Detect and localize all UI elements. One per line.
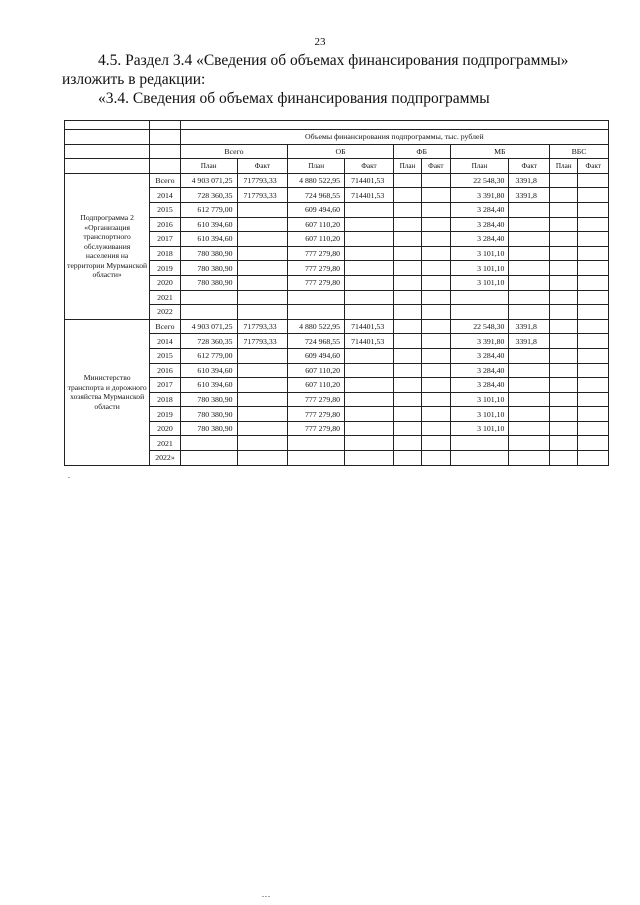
fb-fakt-cell (422, 232, 450, 247)
year-cell: 2022» (150, 451, 180, 466)
mb-plan-cell: 3 284,40 (450, 378, 509, 393)
mb-plan-cell: 3 101,10 (450, 261, 509, 276)
mb-plan-cell: 3 101,10 (450, 421, 509, 436)
mb-plan-cell: 3 391,80 (450, 188, 509, 203)
vbs-fakt-cell (578, 275, 609, 290)
sub-header-plan: План (450, 159, 509, 174)
vbs-plan-cell (550, 173, 578, 188)
fb-fakt-cell (422, 173, 450, 188)
vsego-plan-cell: 728 360,35 (180, 188, 237, 203)
vbs-fakt-cell (578, 421, 609, 436)
fb-fakt-cell (422, 407, 450, 422)
vsego-fakt-cell (237, 202, 288, 217)
vsego-plan-cell: 610 394,60 (180, 217, 237, 232)
amendment-paragraph: 4.5. Раздел 3.4 «Сведения об объемах финансирования подпрограммы» (98, 52, 569, 69)
bottom-mark: ... (262, 890, 271, 899)
ob-plan-cell (288, 436, 345, 451)
vsego-plan-cell: 780 380,90 (180, 275, 237, 290)
ob-fakt-cell: 714401,53 (345, 319, 394, 334)
vsego-fakt-cell (237, 378, 288, 393)
mb-plan-cell: 3 101,10 (450, 275, 509, 290)
vsego-fakt-cell (237, 290, 288, 305)
vbs-plan-cell (550, 421, 578, 436)
ob-fakt-cell (345, 202, 394, 217)
year-cell: 2015 (150, 202, 180, 217)
ob-plan-cell: 777 279,80 (288, 246, 345, 261)
financing-table (64, 120, 609, 466)
ob-plan-cell: 607 110,20 (288, 378, 345, 393)
fb-plan-cell (393, 407, 421, 422)
vsego-plan-cell: 4 903 071,25 (180, 319, 237, 334)
vbs-plan-cell (550, 436, 578, 451)
fb-fakt-cell (422, 319, 450, 334)
vbs-fakt-cell (578, 246, 609, 261)
year-cell: 2014 (150, 188, 180, 203)
section-heading: «3.4. Сведения об объемах финансирования подпрограммы (98, 90, 490, 107)
year-cell: 2017 (150, 378, 180, 393)
ob-fakt-cell (345, 290, 394, 305)
vsego-plan-cell: 780 380,90 (180, 261, 237, 276)
table-header-title: Объемы финансирования подпрограммы, тыс. рублей (180, 130, 608, 145)
vbs-plan-cell (550, 334, 578, 349)
fb-fakt-cell (422, 275, 450, 290)
vsego-fakt-cell (237, 217, 288, 232)
year-cell: 2016 (150, 217, 180, 232)
ob-plan-cell: 777 279,80 (288, 261, 345, 276)
sub-header-plan: План (550, 159, 578, 174)
vbs-fakt-cell (578, 217, 609, 232)
vbs-plan-cell (550, 202, 578, 217)
ob-fakt-cell (345, 421, 394, 436)
mb-plan-cell: 3 101,10 (450, 246, 509, 261)
ob-fakt-cell (345, 305, 394, 320)
year-cell: 2015 (150, 348, 180, 363)
vsego-fakt-cell (237, 363, 288, 378)
fb-plan-cell (393, 232, 421, 247)
vbs-fakt-cell (578, 188, 609, 203)
vbs-plan-cell (550, 261, 578, 276)
sub-header-fakt: Факт (345, 159, 394, 174)
ob-plan-cell: 4 880 522,95 (288, 319, 345, 334)
mb-fakt-cell (509, 261, 550, 276)
vsego-plan-cell: 610 394,60 (180, 232, 237, 247)
mb-plan-cell (450, 305, 509, 320)
group-header-vbs: ВБС (550, 144, 609, 159)
vsego-plan-cell (180, 451, 237, 466)
fb-plan-cell (393, 319, 421, 334)
vsego-plan-cell: 610 394,60 (180, 363, 237, 378)
vbs-plan-cell (550, 319, 578, 334)
vbs-fakt-cell (578, 363, 609, 378)
fb-fakt-cell (422, 436, 450, 451)
group-header-fb: ФБ (393, 144, 450, 159)
mb-plan-cell: 3 284,40 (450, 202, 509, 217)
vbs-fakt-cell (578, 334, 609, 349)
ob-plan-cell: 724 968,55 (288, 188, 345, 203)
ob-fakt-cell: 714401,53 (345, 173, 394, 188)
year-cell: 2022 (150, 305, 180, 320)
fb-fakt-cell (422, 348, 450, 363)
ob-plan-cell: 609 494,60 (288, 348, 345, 363)
fb-plan-cell (393, 173, 421, 188)
sub-header-fakt: Факт (509, 159, 550, 174)
vsego-fakt-cell (237, 348, 288, 363)
sub-header-plan: План (180, 159, 237, 174)
group-header-vsego: Всего (180, 144, 288, 159)
mb-fakt-cell: 3391,8 (509, 334, 550, 349)
year-cell: 2016 (150, 363, 180, 378)
mb-plan-cell: 3 284,40 (450, 348, 509, 363)
year-cell: 2017 (150, 232, 180, 247)
fb-plan-cell (393, 202, 421, 217)
vbs-plan-cell (550, 451, 578, 466)
fb-fakt-cell (422, 217, 450, 232)
fb-plan-cell (393, 188, 421, 203)
fb-plan-cell (393, 290, 421, 305)
fb-fakt-cell (422, 305, 450, 320)
vbs-fakt-cell (578, 392, 609, 407)
vsego-fakt-cell (237, 305, 288, 320)
ob-fakt-cell (345, 436, 394, 451)
vsego-plan-cell: 780 380,90 (180, 246, 237, 261)
vsego-fakt-cell (237, 261, 288, 276)
vsego-plan-cell (180, 305, 237, 320)
mb-fakt-cell (509, 348, 550, 363)
vsego-fakt-cell (237, 246, 288, 261)
vsego-plan-cell (180, 290, 237, 305)
vbs-fakt-cell (578, 290, 609, 305)
year-cell: 2020 (150, 421, 180, 436)
ob-plan-cell: 777 279,80 (288, 421, 345, 436)
vsego-plan-cell: 780 380,90 (180, 421, 237, 436)
fb-fakt-cell (422, 334, 450, 349)
mb-fakt-cell (509, 363, 550, 378)
ob-plan-cell: 777 279,80 (288, 275, 345, 290)
vbs-plan-cell (550, 217, 578, 232)
year-cell: 2021 (150, 290, 180, 305)
mb-plan-cell: 3 101,10 (450, 392, 509, 407)
ob-fakt-cell (345, 217, 394, 232)
fb-plan-cell (393, 305, 421, 320)
fb-fakt-cell (422, 451, 450, 466)
ob-plan-cell: 607 110,20 (288, 217, 345, 232)
sub-header-fakt: Факт (237, 159, 288, 174)
fb-fakt-cell (422, 290, 450, 305)
vsego-fakt-cell (237, 451, 288, 466)
mb-fakt-cell (509, 392, 550, 407)
sub-header-fakt: Факт (422, 159, 450, 174)
vbs-fakt-cell (578, 319, 609, 334)
fb-plan-cell (393, 421, 421, 436)
ob-fakt-cell (345, 261, 394, 276)
year-cell: 2018 (150, 246, 180, 261)
mb-fakt-cell (509, 275, 550, 290)
ob-plan-cell: 4 880 522,95 (288, 173, 345, 188)
vsego-plan-cell (180, 436, 237, 451)
vsego-fakt-cell (237, 421, 288, 436)
vbs-fakt-cell (578, 348, 609, 363)
mb-fakt-cell (509, 246, 550, 261)
mb-fakt-cell (509, 217, 550, 232)
table-row (65, 173, 609, 188)
vbs-fakt-cell (578, 407, 609, 422)
ob-plan-cell (288, 451, 345, 466)
vbs-plan-cell (550, 305, 578, 320)
vbs-plan-cell (550, 290, 578, 305)
vsego-fakt-cell: 717793,33 (237, 188, 288, 203)
year-cell: 2018 (150, 392, 180, 407)
mb-plan-cell: 3 391,80 (450, 334, 509, 349)
vsego-fakt-cell (237, 392, 288, 407)
vbs-plan-cell (550, 363, 578, 378)
group-header-ob: ОБ (288, 144, 394, 159)
mb-fakt-cell: 3391,8 (509, 319, 550, 334)
page-number: 23 (314, 36, 326, 48)
vbs-plan-cell (550, 246, 578, 261)
vbs-plan-cell (550, 348, 578, 363)
fb-plan-cell (393, 261, 421, 276)
fb-fakt-cell (422, 261, 450, 276)
ob-fakt-cell: 714401,53 (345, 334, 394, 349)
mb-fakt-cell (509, 305, 550, 320)
vsego-fakt-cell: 717793,33 (237, 319, 288, 334)
ob-fakt-cell (345, 378, 394, 393)
ob-plan-cell: 609 494,60 (288, 202, 345, 217)
fb-plan-cell (393, 275, 421, 290)
vbs-plan-cell (550, 232, 578, 247)
vsego-plan-cell: 612 779,00 (180, 202, 237, 217)
fb-plan-cell (393, 348, 421, 363)
vsego-fakt-cell (237, 407, 288, 422)
vbs-plan-cell (550, 188, 578, 203)
vbs-fakt-cell (578, 436, 609, 451)
vbs-fakt-cell (578, 451, 609, 466)
year-cell: 2021 (150, 436, 180, 451)
mb-fakt-cell (509, 232, 550, 247)
vbs-fakt-cell (578, 173, 609, 188)
year-cell: 2019 (150, 261, 180, 276)
mb-fakt-cell: 3391,8 (509, 173, 550, 188)
ob-fakt-cell (345, 363, 394, 378)
mb-fakt-cell (509, 421, 550, 436)
vsego-fakt-cell: 717793,33 (237, 334, 288, 349)
mb-fakt-cell: 3391,8 (509, 188, 550, 203)
mb-fakt-cell (509, 451, 550, 466)
ob-plan-cell: 607 110,20 (288, 363, 345, 378)
fb-plan-cell (393, 334, 421, 349)
year-cell: 2020 (150, 275, 180, 290)
year-cell: 2014 (150, 334, 180, 349)
vbs-fakt-cell (578, 261, 609, 276)
ob-plan-cell: 724 968,55 (288, 334, 345, 349)
vsego-plan-cell: 780 380,90 (180, 392, 237, 407)
fb-fakt-cell (422, 421, 450, 436)
ob-plan-cell (288, 305, 345, 320)
mb-plan-cell (450, 290, 509, 305)
group-header-mb: МБ (450, 144, 549, 159)
fb-plan-cell (393, 392, 421, 407)
mb-plan-cell: 3 101,10 (450, 407, 509, 422)
ob-fakt-cell (345, 232, 394, 247)
ob-fakt-cell (345, 451, 394, 466)
vbs-plan-cell (550, 392, 578, 407)
program-name-cell: Министерство транспорта и дорожного хозяйства Мурманской области (65, 319, 150, 465)
amendment-paragraph-continuation: изложить в редакции: (62, 71, 206, 88)
mb-fakt-cell (509, 436, 550, 451)
vsego-plan-cell: 610 394,60 (180, 378, 237, 393)
fb-fakt-cell (422, 202, 450, 217)
stray-dot: . (68, 471, 70, 480)
mb-plan-cell: 3 284,40 (450, 232, 509, 247)
vbs-fakt-cell (578, 378, 609, 393)
vsego-plan-cell: 4 903 071,25 (180, 173, 237, 188)
vsego-fakt-cell (237, 436, 288, 451)
ob-fakt-cell (345, 392, 394, 407)
sub-header-fakt: Факт (578, 159, 609, 174)
ob-fakt-cell (345, 407, 394, 422)
year-cell: Всего (150, 319, 180, 334)
ob-plan-cell: 777 279,80 (288, 392, 345, 407)
mb-plan-cell: 22 548,30 (450, 319, 509, 334)
fb-fakt-cell (422, 363, 450, 378)
ob-plan-cell: 777 279,80 (288, 407, 345, 422)
ob-fakt-cell (345, 246, 394, 261)
fb-plan-cell (393, 378, 421, 393)
vsego-fakt-cell (237, 275, 288, 290)
program-name-cell: Подпрограмма 2 «Организация транспортного обслуживания населения на территории Мурманской области» (65, 173, 150, 319)
mb-fakt-cell (509, 407, 550, 422)
mb-fakt-cell (509, 378, 550, 393)
vbs-plan-cell (550, 378, 578, 393)
fb-fakt-cell (422, 378, 450, 393)
vsego-plan-cell: 728 360,35 (180, 334, 237, 349)
vbs-plan-cell (550, 407, 578, 422)
table-body (65, 173, 609, 465)
ob-fakt-cell: 714401,53 (345, 188, 394, 203)
fb-fakt-cell (422, 188, 450, 203)
sub-header-plan: План (393, 159, 421, 174)
ob-fakt-cell (345, 348, 394, 363)
vsego-fakt-cell (237, 232, 288, 247)
table-row (65, 319, 609, 334)
sub-header-plan: План (288, 159, 345, 174)
year-cell: Всего (150, 173, 180, 188)
mb-fakt-cell (509, 202, 550, 217)
vbs-plan-cell (550, 275, 578, 290)
mb-plan-cell (450, 451, 509, 466)
fb-plan-cell (393, 246, 421, 261)
vbs-fakt-cell (578, 202, 609, 217)
vsego-fakt-cell: 717793,33 (237, 173, 288, 188)
mb-fakt-cell (509, 290, 550, 305)
fb-plan-cell (393, 436, 421, 451)
fb-plan-cell (393, 363, 421, 378)
mb-plan-cell: 3 284,40 (450, 217, 509, 232)
ob-plan-cell: 607 110,20 (288, 232, 345, 247)
vsego-plan-cell: 780 380,90 (180, 407, 237, 422)
mb-plan-cell (450, 436, 509, 451)
fb-plan-cell (393, 217, 421, 232)
fb-fakt-cell (422, 246, 450, 261)
vbs-fakt-cell (578, 232, 609, 247)
fb-plan-cell (393, 451, 421, 466)
vbs-fakt-cell (578, 305, 609, 320)
ob-plan-cell (288, 290, 345, 305)
vsego-plan-cell: 612 779,00 (180, 348, 237, 363)
year-cell: 2019 (150, 407, 180, 422)
ob-fakt-cell (345, 275, 394, 290)
mb-plan-cell: 22 548,30 (450, 173, 509, 188)
mb-plan-cell: 3 284,40 (450, 363, 509, 378)
fb-fakt-cell (422, 392, 450, 407)
